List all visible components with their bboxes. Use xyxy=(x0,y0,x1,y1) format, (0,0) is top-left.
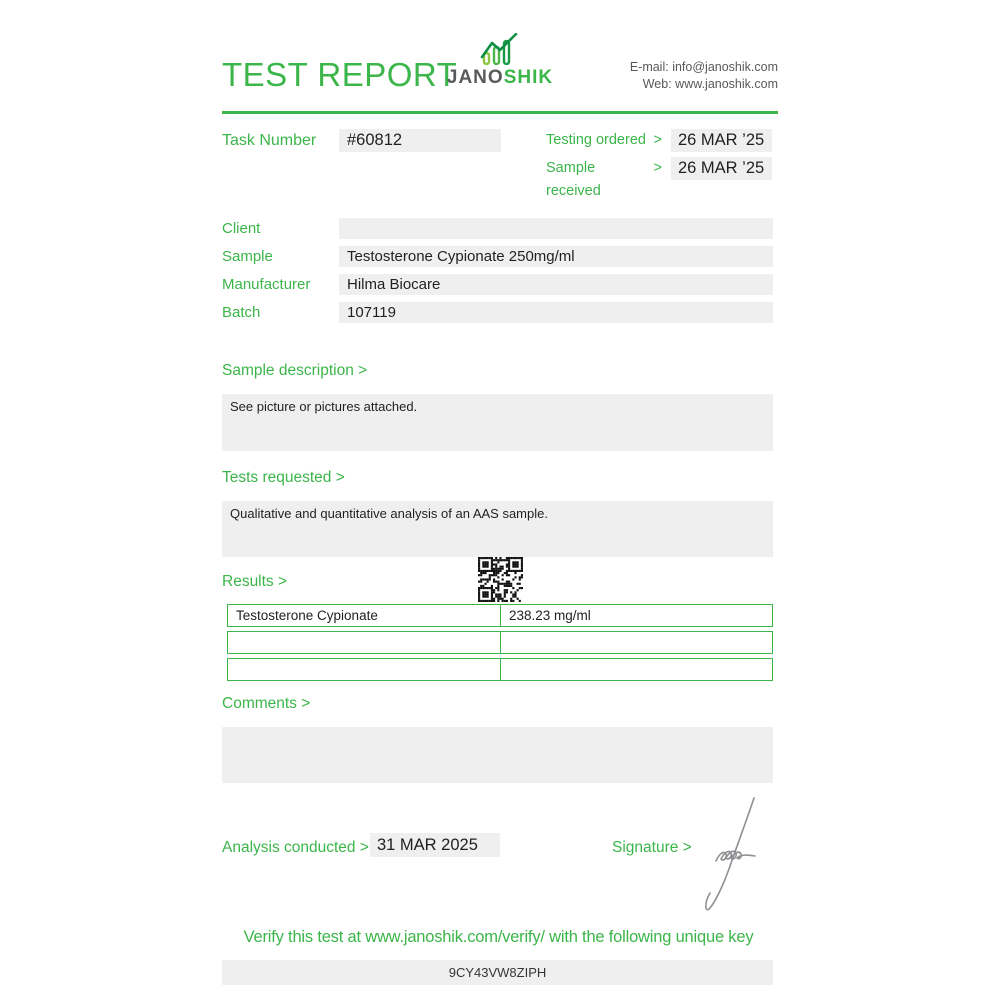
result-analyte xyxy=(228,632,501,653)
result-row xyxy=(227,604,773,627)
email-label: E-mail: xyxy=(629,60,669,74)
result-analyte xyxy=(228,659,501,680)
tests-requested-content: Qualitative and quantitative analysis of an AAS sample. xyxy=(222,501,773,557)
comments-content xyxy=(222,727,773,783)
client-value xyxy=(339,218,773,239)
email-value: info@janoshik.com xyxy=(672,60,778,74)
testing-ordered-value: 26 MAR ’25 xyxy=(671,129,772,152)
manufacturer-label: Manufacturer xyxy=(222,276,311,293)
contact-email-line xyxy=(630,59,778,76)
result-value: 238.23 mg/ml xyxy=(509,608,591,623)
analysis-conducted-label: Analysis conducted > xyxy=(222,839,369,856)
contact-web-line xyxy=(630,76,778,93)
qr-code xyxy=(478,557,523,602)
batch-label: Batch xyxy=(222,304,261,321)
arrow-glyph: > xyxy=(653,160,662,176)
comments-heading: Comments > xyxy=(222,695,311,712)
sample-value: Testosterone Cypionate 250mg/ml xyxy=(339,246,773,267)
analysis-conducted-value: 31 MAR 2025 xyxy=(370,833,500,857)
result-row xyxy=(227,658,773,681)
result-row xyxy=(227,631,773,654)
batch-value: 107119 xyxy=(339,302,773,323)
sample-description-content: See picture or pictures attached. xyxy=(222,394,773,451)
chart-growth-icon xyxy=(476,33,524,65)
testing-ordered-label xyxy=(546,129,662,152)
sample-received-value: 26 MAR ’25 xyxy=(671,157,772,180)
web-value: www.janoshik.com xyxy=(675,77,778,91)
sample-description-heading: Sample description > xyxy=(222,362,368,379)
signature-scribble xyxy=(690,795,770,917)
arrow-glyph: > xyxy=(653,132,662,148)
logo-jano: JANO xyxy=(446,67,504,88)
contact-info xyxy=(630,59,778,93)
header-divider xyxy=(222,111,778,114)
janoshik-logo xyxy=(438,33,562,89)
task-number-label: Task Number xyxy=(222,132,317,149)
verify-instruction: Verify this test at www.janoshik.com/verify/ with the following unique key xyxy=(243,928,754,946)
sample-received-text: Sample received xyxy=(546,160,601,199)
web-label: Web: xyxy=(642,77,672,91)
result-analyte: Testosterone Cypionate xyxy=(228,605,501,626)
client-label: Client xyxy=(222,220,261,237)
result-value xyxy=(501,632,772,653)
signature-label: Signature > xyxy=(612,839,692,856)
testing-ordered-text: Testing ordered xyxy=(546,132,646,148)
result-value xyxy=(501,659,772,680)
results-table xyxy=(227,604,773,685)
sample-label: Sample xyxy=(222,248,273,265)
sample-received-label xyxy=(546,157,662,199)
page-title: TEST REPORT xyxy=(222,56,458,93)
logo-wordmark xyxy=(438,67,562,89)
manufacturer-value: Hilma Biocare xyxy=(339,274,773,295)
results-heading: Results > xyxy=(222,573,288,590)
tests-requested-heading: Tests requested > xyxy=(222,469,345,486)
task-number-value: #60812 xyxy=(339,129,501,152)
logo-shik: SHIK xyxy=(503,67,554,88)
unique-key-value: 9CY43VW8ZIPH xyxy=(222,960,773,985)
